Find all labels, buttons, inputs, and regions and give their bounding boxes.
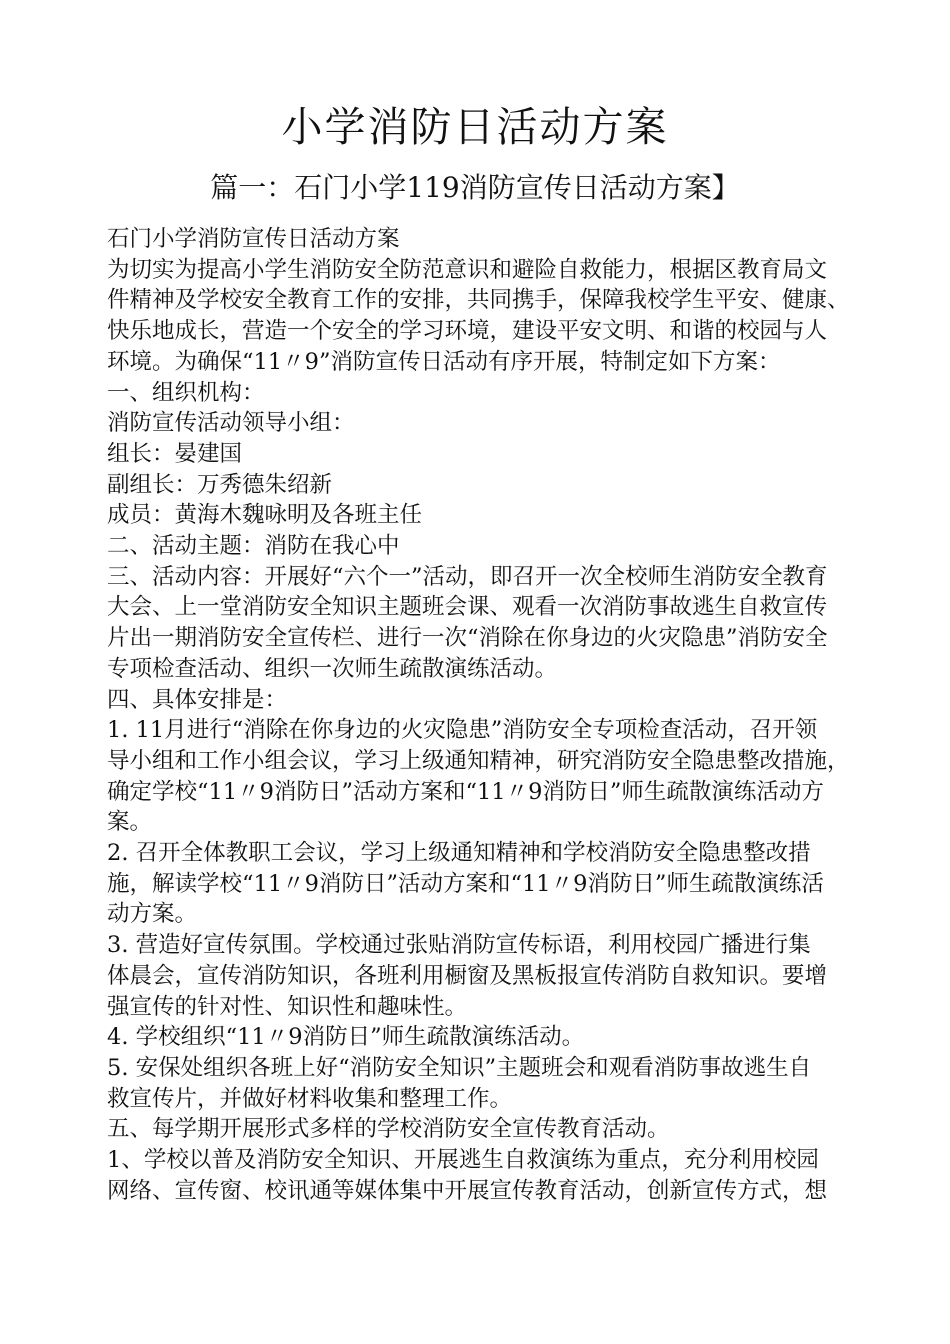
body-line: 环境。为确保“11〃9”消防宣传日活动有序开展，特制定如下方案： (107, 348, 781, 375)
document-subtitle: 篇一：石门小学119消防宣传日活动方案】 (210, 171, 740, 204)
body-line: 石门小学消防宣传日活动方案 (107, 226, 400, 252)
body-line: 五、每学期开展形式多样的学校消防安全宣传教育活动。 (107, 1116, 670, 1143)
body-line: 1、学校以普及消防安全知识、开展逃生自救演练为重点，充分利用校园 (107, 1147, 819, 1174)
body-line: 成员：黄海木魏咏明及各班主任 (107, 502, 423, 529)
body-line: 确定学校“11〃9消防日”活动方案和“11〃9消防日”师生疏散演练活动方 (107, 778, 824, 805)
body-line: 网络、宣传窗、校讯通等媒体集中开展宣传教育活动，创新宣传方式，想 (107, 1177, 828, 1204)
body-line: 动方案。 (107, 901, 198, 928)
body-line: 专项检查活动、组织一次师生疏散演练活动。 (107, 655, 558, 682)
body-line: 4. 学校组织“11〃9消防日”师生疏散演练活动。 (107, 1024, 585, 1051)
body-line: 片出一期消防安全宣传栏、进行一次“消除在你身边的火灾隐患”消防安全 (107, 625, 828, 652)
body-line: 副组长：万秀德朱绍新 (107, 471, 333, 498)
body-line: 件精神及学校安全教育工作的安排，共同携手，保障我校学生平安、健康、 (107, 287, 850, 314)
document-title: 小学消防日活动方案 (281, 103, 669, 151)
body-line: 施，解读学校“11〃9消防日”活动方案和“11〃9消防日”师生疏散演练活 (107, 870, 824, 897)
body-line: 为切实为提高小学生消防安全防范意识和避险自救能力，根据区教育局文 (107, 256, 828, 283)
body-line: 导小组和工作小组会议，学习上级通知精神，研究消防安全隐患整改措施， (107, 747, 850, 774)
body-line: 一、组织机构： (107, 379, 265, 406)
body-line: 四、具体安排是： (107, 686, 288, 713)
body-line: 二、活动主题：消防在我心中 (107, 533, 400, 560)
body-line: 3. 营造好宣传氛围。学校通过张贴消防宣传标语，利用校园广播进行集 (107, 932, 811, 959)
body-line: 消防宣传活动领导小组： (107, 410, 355, 437)
body-line: 组长：晏建国 (107, 440, 243, 467)
body-line: 救宣传片，并做好材料收集和整理工作。 (107, 1085, 513, 1112)
body-line: 快乐地成长，营造一个安全的学习环境，建设平安文明、和谐的校园与人 (107, 318, 828, 345)
body-line: 强宣传的针对性、知识性和趣味性。 (107, 993, 468, 1020)
body-line: 5. 安保处组织各班上好“消防安全知识”主题班会和观看消防事故逃生自 (107, 1054, 812, 1081)
document-body (107, 224, 867, 1207)
body-line: 大会、上一堂消防安全知识主题班会课、观看一次消防事故逃生自救宣传 (107, 594, 828, 621)
body-line: 三、活动内容：开展好“六个一”活动，即召开一次全校师生消防安全教育 (107, 563, 828, 590)
body-line: 2. 召开全体教职工会议，学习上级通知精神和学校消防安全隐患整改措 (107, 840, 811, 867)
body-line: 案。 (107, 809, 153, 836)
body-line: 1. 11月进行“消除在你身边的火灾隐患”消防安全专项检查活动，召开领 (107, 717, 818, 744)
body-line: 体晨会，宣传消防知识，各班利用橱窗及黑板报宣传消防自救知识。要增 (107, 962, 828, 989)
